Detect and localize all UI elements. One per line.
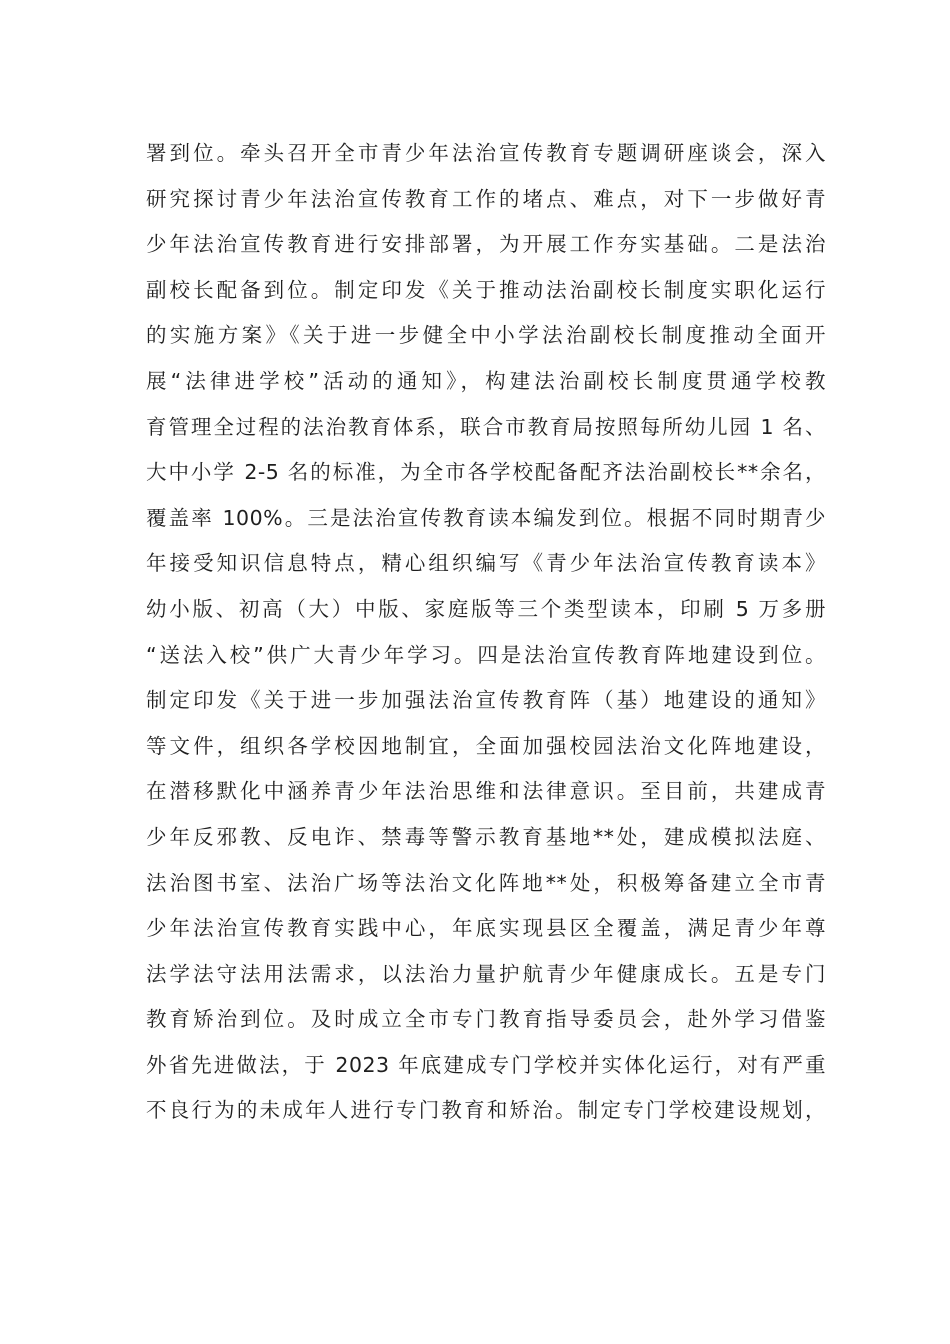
- text-line: 法学法守法用法需求，以法治力量护航青少年健康成长。五是专门: [146, 961, 826, 986]
- text-line: 教育矫治到位。及时成立全市专门教育指导委员会，赴外学习借鉴: [146, 1007, 826, 1032]
- text-line: 幼小版、初高（大）中版、家庭版等三个类型读本，印刷 5 万多册: [146, 596, 826, 621]
- text-line: 展“法律进学校”活动的通知》，构建法治副校长制度贯通学校教: [146, 368, 826, 393]
- text-line: 法治图书室、法治广场等法治文化阵地**处，积极筹备建立全市青: [146, 870, 826, 895]
- text-line: 副校长配备到位。制定印发《关于推动法治副校长制度实职化运行: [146, 277, 826, 302]
- text-line: 制定印发《关于进一步加强法治宣传教育阵（基）地建设的通知》: [146, 688, 826, 713]
- text-line: 大中小学 2-5 名的标准，为全市各学校配备配齐法治副校长**余名，: [146, 460, 826, 485]
- text-line: 年接受知识信息特点，精心组织编写《青少年法治宣传教育读本》: [146, 551, 826, 576]
- text-line: 署到位。牵头召开全市青少年法治宣传教育专题调研座谈会，深入: [146, 141, 826, 165]
- text-line: 外省先进做法，于 2023 年底建成专门学校并实体化运行，对有严重: [146, 1052, 826, 1077]
- text-line: 少年反邪教、反电诈、禁毒等警示教育基地**处，建成模拟法庭、: [146, 824, 826, 849]
- text-line: 研究探讨青少年法治宣传教育工作的堵点、难点，对下一步做好青: [146, 186, 826, 211]
- text-line: 的实施方案》《关于进一步健全中小学法治副校长制度推动全面开: [146, 323, 826, 348]
- text-line: “送法入校”供广大青少年学习。四是法治宣传教育阵地建设到位。: [146, 642, 826, 667]
- text-line: 育管理全过程的法治教育体系，联合市教育局按照每所幼儿园 1 名、: [146, 414, 826, 439]
- text-line: 少年法治宣传教育进行安排部署，为开展工作夯实基础。二是法治: [146, 232, 826, 257]
- text-line: 不良行为的未成年人进行专门教育和矫治。制定专门学校建设规划，: [146, 1098, 826, 1123]
- text-line: 少年法治宣传教育实践中心，年底实现县区全覆盖，满足青少年尊: [146, 916, 826, 941]
- text-line: 覆盖率 100%。三是法治宣传教育读本编发到位。根据不同时期青少: [146, 505, 826, 530]
- body-text: [146, 131, 826, 1134]
- text-line: 在潜移默化中涵养青少年法治思维和法律意识。至目前，共建成青: [146, 779, 826, 804]
- text-line: 等文件，组织各学校因地制宜，全面加强校园法治文化阵地建设，: [146, 733, 826, 758]
